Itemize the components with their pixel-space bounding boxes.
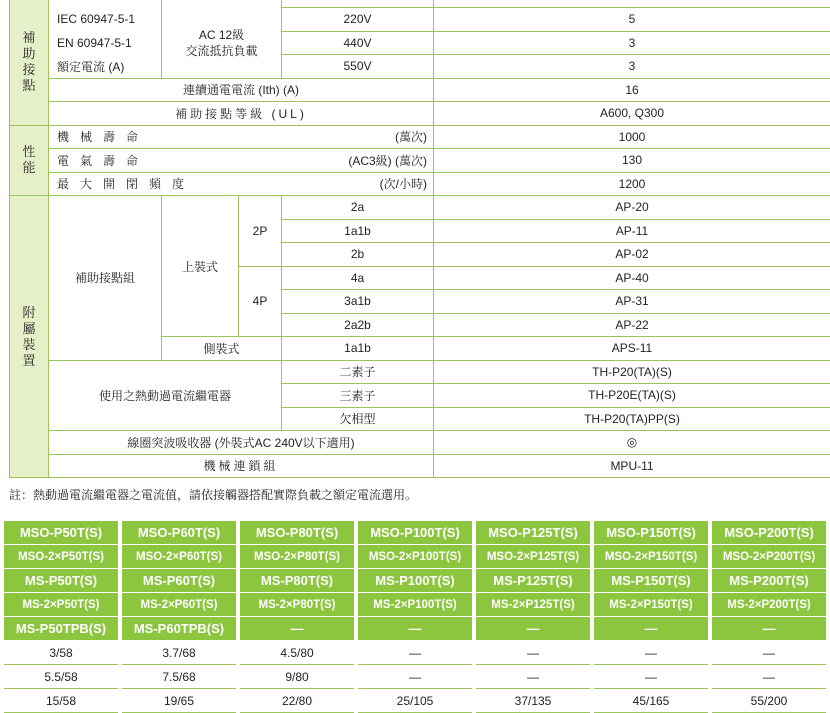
model-name-cell: MS-P125T(S) xyxy=(476,569,590,593)
standard-iec: IEC 60947-5-1 xyxy=(49,8,162,32)
model-name-cell: MSO-2×P60T(S) xyxy=(122,545,236,569)
contact-4a: 4a xyxy=(282,266,434,290)
current-220: 5 xyxy=(434,8,830,32)
ul-label: 補助接點等級 (UL) xyxy=(49,102,434,126)
model-value-cell: 19/65 xyxy=(122,689,236,713)
table-row xyxy=(10,431,830,455)
model-name-cell: — xyxy=(712,617,826,641)
model-name-cell: MSO-P200T(S) xyxy=(712,521,826,545)
relay-label: 使用之熱動過電流繼電器 xyxy=(49,360,282,431)
model-name-cell: MS-2×P100T(S) xyxy=(358,593,472,617)
model-name-cell: MS-P50TPB(S) xyxy=(4,617,118,641)
model-value-cell: 37/135 xyxy=(476,689,590,713)
model-value-cell: — xyxy=(476,641,590,665)
model-value-cell: 9/80 xyxy=(240,665,354,689)
model-name-cell: MS-2×P200T(S) xyxy=(712,593,826,617)
perf-category-label: 性能 xyxy=(22,144,36,176)
contact-2a2b: 2a2b xyxy=(282,313,434,337)
model-name-cell: MSO-2×P150T(S) xyxy=(594,545,708,569)
model-ap40: AP-40 xyxy=(434,266,830,290)
model-ap11: AP-11 xyxy=(434,219,830,243)
model-name-cell: MS-2×P80T(S) xyxy=(240,593,354,617)
model-value-cell: 3.7/68 xyxy=(122,641,236,665)
ith-label: 連續通電電流 (Ith) (A) xyxy=(49,78,434,102)
acc-category-label: 附屬裝置 xyxy=(22,305,36,369)
model-value-cell: — xyxy=(358,641,472,665)
perf-unit-elec: (AC3級) (萬次) xyxy=(282,149,434,173)
model-value-cell: 4.5/80 xyxy=(240,641,354,665)
aux-group-label: 補助接點組 xyxy=(49,196,162,361)
model-value-cell: 55/200 xyxy=(712,689,826,713)
model-value-cell: 15/58 xyxy=(4,689,118,713)
side-mount-label: 側裝式 xyxy=(162,337,282,361)
p2-label: 2P xyxy=(239,196,282,267)
aux-category-cell xyxy=(10,0,49,125)
model-value-cell: — xyxy=(594,641,708,665)
table-row xyxy=(10,8,830,32)
model-name-cell: MS-2×P125T(S) xyxy=(476,593,590,617)
perf-value-freq: 1200 xyxy=(434,172,830,196)
table-row xyxy=(10,102,830,126)
model-header-row xyxy=(4,545,826,569)
top-mount-label: 上裝式 xyxy=(162,196,239,337)
model-name-cell: MSO-2×P125T(S) xyxy=(476,545,590,569)
footnote: 註：熱動過電流繼電器之電流值，請依接觸器搭配實際負載之額定電流選用。 xyxy=(9,486,417,503)
table-row xyxy=(10,0,830,8)
table-row xyxy=(10,55,830,79)
model-name-cell: MSO-P60T(S) xyxy=(122,521,236,545)
model-name-cell: MS-P200T(S) xyxy=(712,569,826,593)
model-ap31: AP-31 xyxy=(434,290,830,314)
model-value-cell: — xyxy=(358,665,472,689)
model-value-cell: 3/58 xyxy=(4,641,118,665)
perf-value-elec: 130 xyxy=(434,149,830,173)
model-name-cell: MSO-P150T(S) xyxy=(594,521,708,545)
standard-en: EN 60947-5-1 xyxy=(49,31,162,55)
perf-value-mech: 1000 xyxy=(434,125,830,149)
perf-label-elec: 電氣壽命 xyxy=(49,149,282,173)
model-table xyxy=(0,521,830,713)
model-value-cell: 45/165 xyxy=(594,689,708,713)
model-value-cell: 22/80 xyxy=(240,689,354,713)
voltage-550: 550V xyxy=(282,55,434,79)
acc-category-cell xyxy=(10,196,49,478)
table-row xyxy=(10,125,830,149)
spec-table xyxy=(9,0,830,478)
relay-model-3: TH-P20E(TA)(S) xyxy=(434,384,830,408)
table-row xyxy=(10,172,830,196)
model-aps11: APS-11 xyxy=(434,337,830,361)
table-row xyxy=(10,360,830,384)
model-name-cell: MS-P100T(S) xyxy=(358,569,472,593)
relay-type-phase: 欠相型 xyxy=(282,407,434,431)
relay-type-3: 三素子 xyxy=(282,384,434,408)
model-header-row xyxy=(4,521,826,545)
aux-category-label: 補助接點 xyxy=(22,30,36,94)
model-name-cell: MS-2×P50T(S) xyxy=(4,593,118,617)
model-name-cell: MS-2×P150T(S) xyxy=(594,593,708,617)
perf-category-cell xyxy=(10,125,49,196)
model-value-cell: — xyxy=(594,665,708,689)
relay-model-phase: TH-P20(TA)PP(S) xyxy=(434,407,830,431)
model-name-cell: MS-P60T(S) xyxy=(122,569,236,593)
model-value-cell: 5.5/58 xyxy=(4,665,118,689)
model-header-row xyxy=(4,569,826,593)
model-name-cell: MS-P50T(S) xyxy=(4,569,118,593)
model-name-cell: MS-P80T(S) xyxy=(240,569,354,593)
model-value-cell: — xyxy=(712,665,826,689)
model-ap02: AP-02 xyxy=(434,243,830,267)
model-ap20: AP-20 xyxy=(434,196,830,220)
rated-current-label: 額定電流 (A) xyxy=(49,55,162,79)
relay-type-2: 二素子 xyxy=(282,360,434,384)
model-name-cell: MSO-2×P100T(S) xyxy=(358,545,472,569)
voltage-440: 440V xyxy=(282,31,434,55)
table-row xyxy=(10,196,830,220)
model-value-cell: 7.5/68 xyxy=(122,665,236,689)
interlock-label: 機械連鎖組 xyxy=(49,454,434,478)
contact-2b: 2b xyxy=(282,243,434,267)
model-name-cell: — xyxy=(358,617,472,641)
contact-1a1b: 1a1b xyxy=(282,219,434,243)
perf-label-freq: 最大開閉頻度 xyxy=(49,172,282,196)
model-value-cell: — xyxy=(712,641,826,665)
table-row xyxy=(10,31,830,55)
current-440: 3 xyxy=(434,31,830,55)
model-data-row xyxy=(4,641,826,665)
ith-value: 16 xyxy=(434,78,830,102)
model-name-cell: MSO-P80T(S) xyxy=(240,521,354,545)
perf-label-mech: 機械壽命 xyxy=(49,125,282,149)
p4-label: 4P xyxy=(239,266,282,337)
table-row xyxy=(10,78,830,102)
model-name-cell: MS-2×P60T(S) xyxy=(122,593,236,617)
model-name-cell: MS-P60TPB(S) xyxy=(122,617,236,641)
model-name-cell: — xyxy=(476,617,590,641)
table-row xyxy=(10,454,830,478)
model-name-cell: MSO-2×P200T(S) xyxy=(712,545,826,569)
model-name-cell: MSO-2×P50T(S) xyxy=(4,545,118,569)
load-type: AC 12級 交流抵抗負載 xyxy=(162,8,282,79)
current-550: 3 xyxy=(434,55,830,79)
perf-unit-freq: (次/小時) xyxy=(282,172,434,196)
contact-side-1a1b: 1a1b xyxy=(282,337,434,361)
table-row xyxy=(10,149,830,173)
model-ap22: AP-22 xyxy=(434,313,830,337)
surge-value: ◎ xyxy=(434,431,830,455)
model-header-row xyxy=(4,617,826,641)
contact-2a: 2a xyxy=(282,196,434,220)
model-name-cell: MSO-P50T(S) xyxy=(4,521,118,545)
model-name-cell: MSO-P100T(S) xyxy=(358,521,472,545)
relay-model-2: TH-P20(TA)(S) xyxy=(434,360,830,384)
surge-label: 線圈突波吸收器 (外裝式AC 240V以下適用) xyxy=(49,431,434,455)
voltage-220: 220V xyxy=(282,8,434,32)
model-name-cell: — xyxy=(594,617,708,641)
model-value-cell: 25/105 xyxy=(358,689,472,713)
contact-3a1b: 3a1b xyxy=(282,290,434,314)
model-header-row xyxy=(4,593,826,617)
model-data-row xyxy=(4,665,826,689)
model-name-cell: — xyxy=(240,617,354,641)
interlock-value: MPU-11 xyxy=(434,454,830,478)
ul-value: A600, Q300 xyxy=(434,102,830,126)
model-name-cell: MSO-P125T(S) xyxy=(476,521,590,545)
perf-unit-mech: (萬次) xyxy=(282,125,434,149)
model-name-cell: MSO-2×P80T(S) xyxy=(240,545,354,569)
model-name-cell: MS-P150T(S) xyxy=(594,569,708,593)
model-value-cell: — xyxy=(476,665,590,689)
